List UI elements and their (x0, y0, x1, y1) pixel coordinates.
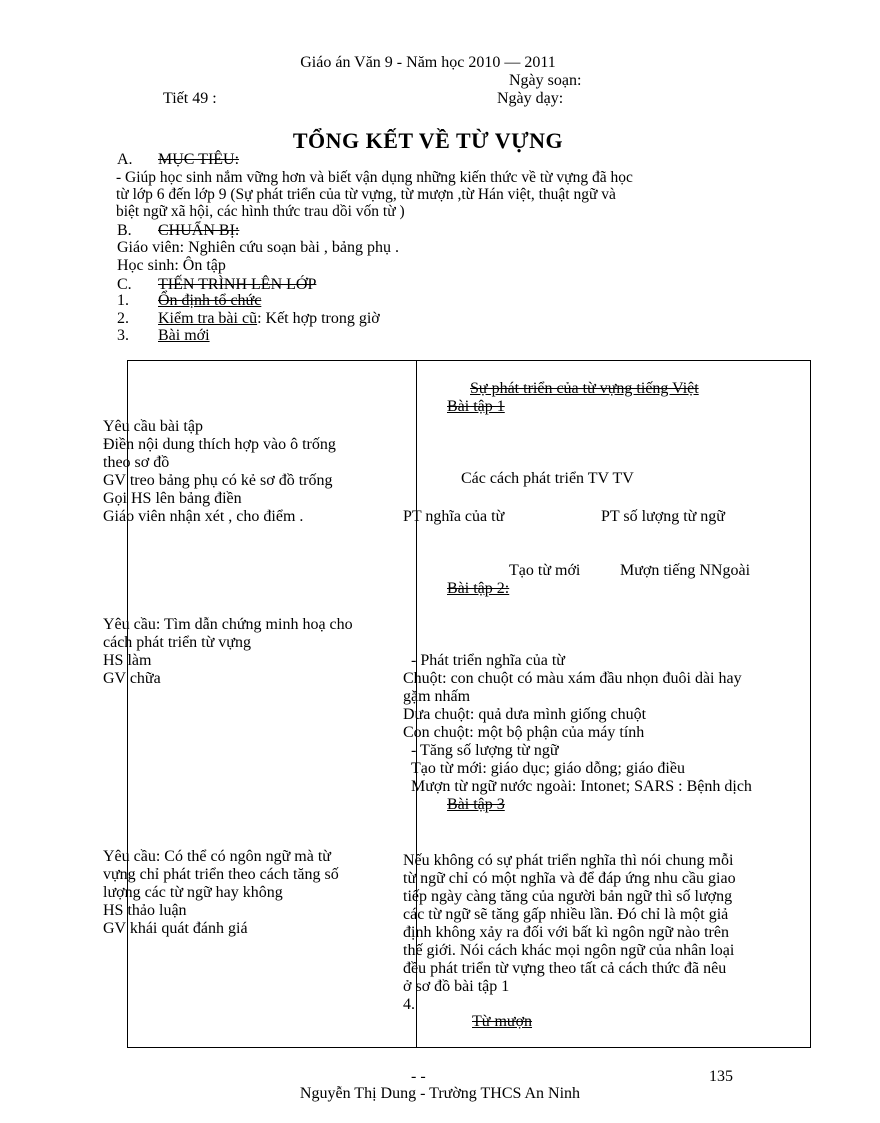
right-text-line: đều phát triển từ vựng theo tất cả cách thức đã nêu (403, 960, 727, 977)
ngay-day-label: Ngày dạy: (497, 90, 564, 107)
footer-author: Nguyễn Thị Dung - Trường THCS An Ninh (299, 1085, 581, 1102)
right-text-line: 4. (403, 996, 415, 1013)
section-b-heading: CHUẨN BỊ: (158, 222, 240, 239)
left-text-line: Điền nội dung thích hợp vào ô trống (103, 436, 336, 453)
table-left-column (103, 362, 416, 1046)
step-1-number: 1. (117, 292, 129, 309)
step-2-number: 2. (117, 310, 129, 327)
diagram-left-node: PT nghĩa của từ (403, 508, 505, 525)
diagram-bottom-left-node: Tạo từ mới (509, 562, 581, 579)
step-3-label: Bài mới (158, 327, 210, 344)
right-text-line: từ ngữ chỉ có một nghĩa và để đáp ứng nhu cầu giao (403, 870, 736, 887)
right-text-line: Dưa chuột: quả dưa mình giống chuột (403, 706, 647, 723)
bai-tap-3-heading: Bài tập 3 (447, 796, 505, 813)
left-text-line: GV khái quát đánh giá (103, 920, 248, 937)
step-1-label: Ổn định tổ chức (158, 292, 262, 309)
left-text-line: Yêu cầu: Có thể có ngôn ngữ mà từ (103, 848, 331, 865)
section-b-letter: B. (117, 222, 132, 239)
right-text-line: tiếp ngày càng tăng của người bản ngữ thì số lượng (403, 888, 733, 905)
left-text-line: cách phát triển từ vựng (103, 634, 251, 651)
left-text-line: Yêu cầu bài tập (103, 418, 203, 435)
page-title: TỔNG KẾT VỀ TỪ VỰNG (292, 128, 564, 153)
section-a-letter: A. (117, 151, 133, 168)
diagram-right-node: PT số lượng từ ngữ (601, 508, 725, 525)
section-title: Sự phát triển của từ vựng tiếng Việt (470, 380, 699, 397)
left-text-line: vựng chỉ phát triển theo cách tăng số (103, 866, 339, 883)
bai-tap-2-heading: Bài tập 2: (447, 580, 510, 597)
footer-dashes: - - (411, 1068, 426, 1085)
step-3-number: 3. (117, 327, 129, 344)
section-a-heading: MỤC TIÊU: (158, 151, 240, 168)
teacher-prep: Giáo viên: Nghiên cứu soạn bài , bảng phụ . (117, 239, 399, 256)
left-text-line: GV chữa (103, 670, 161, 687)
left-text-line: Yêu cầu: Tìm dẫn chứng minh hoạ cho (103, 616, 353, 633)
student-prep: Học sinh: Ôn tập (117, 257, 226, 274)
section-c-heading: TIẾN TRÌNH LÊN LỚP (158, 276, 317, 293)
right-text-line: các từ ngữ sẽ tăng gấp nhiều lần. Đó chỉ là một giả (403, 906, 729, 923)
left-text-line: HS làm (103, 652, 152, 669)
step-2-label: Kiểm tra bài cũ (158, 310, 258, 327)
tu-muon-heading: Từ mượn (472, 1013, 533, 1030)
tiet-label: Tiết 49 : (163, 90, 217, 107)
left-text-line: theo sơ đồ (103, 454, 170, 471)
left-text-line: Gọi HS lên bảng điền (103, 490, 242, 507)
right-text-line: Tạo từ mới: giáo dục; giáo dỗng; giáo điều (411, 760, 685, 777)
page-number: 135 (709, 1068, 733, 1085)
right-text-line: ở sơ đồ bài tập 1 (403, 978, 510, 995)
section-c-letter: C. (117, 276, 132, 293)
right-text-line: Nếu không có sự phát triển nghĩa thì nói chung mỗi (403, 852, 734, 869)
right-text-line: gặm nhấm (403, 688, 471, 705)
right-text-line: định không xảy ra đối với bất kì ngôn ngữ nào trên (403, 924, 729, 941)
left-text-line: lượng các từ ngữ hay không (103, 884, 283, 901)
right-text-line: - Phát triển nghĩa của từ (411, 652, 565, 669)
step-2-text (158, 310, 380, 328)
left-text-line: Giáo viên nhận xét , cho điểm . (103, 508, 304, 525)
step-2-rest: : Kết hợp trong giờ (257, 310, 380, 327)
right-text-line: Mượn từ ngữ nước ngoài: Intonet; SARS : Bệnh dịch (411, 778, 752, 795)
left-text-line: GV treo bảng phụ có kẻ sơ đồ trống (103, 472, 333, 489)
diagram-bottom-right-node: Mượn tiếng NNgoài (620, 562, 751, 579)
right-text-line: Chuột: con chuột có màu xám đầu nhọn đuôi dài hay (403, 670, 742, 687)
diagram-top-node: Các cách phát triển TV TV (461, 470, 634, 487)
table-right-column (403, 362, 810, 1046)
left-text-line: HS thảo luận (103, 902, 187, 919)
header-school-year: Giáo án Văn 9 - Năm học 2010 — 2011 (300, 54, 556, 71)
objective-line-2: từ lớp 6 đến lớp 9 (Sự phát triển của từ vựng, từ mượn ,từ Hán việt, thuật ngữ và (116, 186, 616, 203)
objective-line-3: biệt ngữ xã hội, các hình thức trau dồi vốn từ ) (116, 203, 405, 220)
right-text-line: - Tăng số lượng từ ngữ (411, 742, 559, 759)
ngay-soan-label: Ngày soạn: (509, 72, 582, 89)
right-text-line: thế giới. Nói cách khác mọi ngôn ngữ của nhân loại (403, 942, 735, 959)
bai-tap-1-heading: Bài tập 1 (447, 398, 505, 415)
right-text-line: Con chuột: một bộ phận của máy tính (403, 724, 645, 741)
objective-line-1: - Giúp học sinh nắm vững hơn và biết vận dụng những kiến thức về từ vựng đã học (116, 169, 633, 186)
